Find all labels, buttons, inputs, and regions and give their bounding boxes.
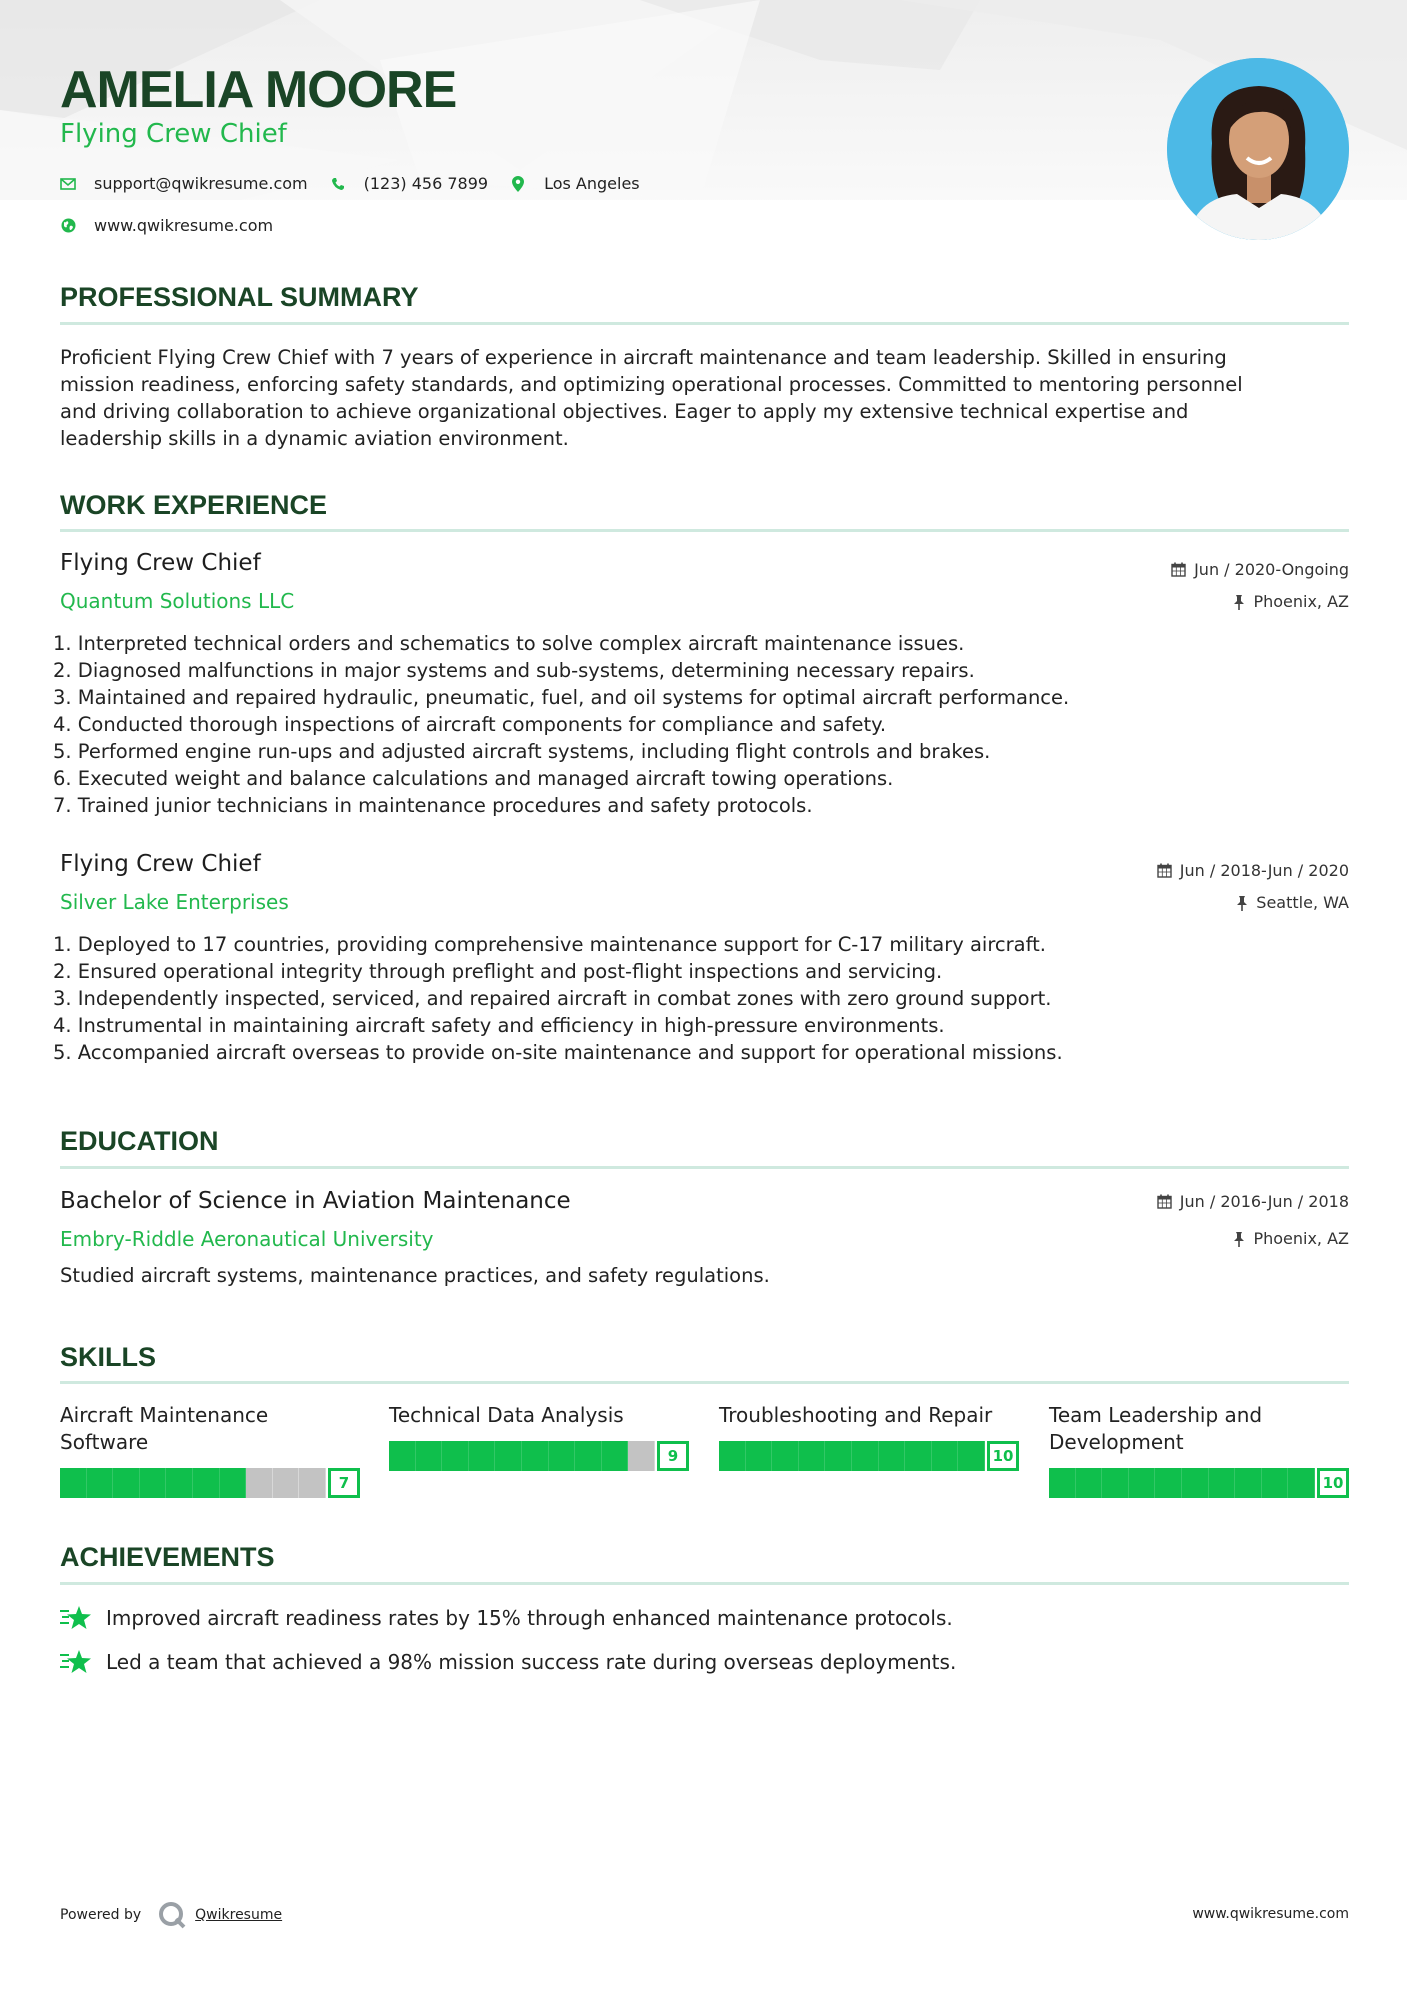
job-dates-text: Jun / 2020-Ongoing bbox=[1194, 560, 1349, 579]
skill-label bbox=[1049, 1402, 1349, 1456]
skill-meter-segment bbox=[1102, 1468, 1129, 1498]
skill-meter-segment bbox=[746, 1441, 773, 1471]
list-item: 5. Performed engine run-ups and adjusted aircraft systems, including flight controls and brakes. bbox=[53, 740, 991, 763]
skill-meter-segment bbox=[628, 1441, 655, 1471]
job-title: Flying Crew Chief bbox=[60, 851, 261, 877]
skill-meter-segment bbox=[958, 1441, 985, 1471]
skill-meter-segment bbox=[220, 1468, 247, 1498]
skill-meter-track bbox=[719, 1441, 985, 1471]
skills-heading: SKILLS bbox=[60, 1342, 157, 1372]
education-heading: EDUCATION bbox=[60, 1126, 219, 1156]
star-achievement-icon bbox=[60, 1649, 92, 1675]
skill-meter-segment bbox=[389, 1441, 416, 1471]
skill-meter-segment bbox=[1076, 1468, 1103, 1498]
qwikresume-logo-icon bbox=[157, 1900, 187, 1930]
skill-meter-segment bbox=[87, 1468, 114, 1498]
phone-icon bbox=[330, 176, 346, 192]
skill-level-badge: 10 bbox=[1317, 1468, 1349, 1498]
location-item bbox=[510, 174, 640, 193]
skill-meter-segment bbox=[522, 1441, 549, 1471]
skill-level-badge: 10 bbox=[987, 1441, 1019, 1471]
summary-text bbox=[60, 344, 1350, 452]
skill-label-line: Technical Data Analysis bbox=[389, 1403, 624, 1427]
qwikresume-link[interactable]: Qwikresume bbox=[195, 1907, 283, 1923]
achievement-text: Improved aircraft readiness rates by 15% through enhanced maintenance protocols. bbox=[106, 1606, 953, 1630]
list-item: 5. Accompanied aircraft overseas to provide on-site maintenance and support for operational missions. bbox=[53, 1041, 1063, 1064]
pushpin-icon bbox=[1233, 1231, 1245, 1247]
calendar-icon bbox=[1171, 562, 1186, 577]
list-item: 1. Interpreted technical orders and schematics to solve complex aircraft maintenance issues. bbox=[53, 632, 965, 655]
education-location bbox=[1233, 1229, 1349, 1248]
skill-label-line: Team Leadership and bbox=[1049, 1403, 1263, 1427]
location-text: Los Angeles bbox=[544, 174, 640, 193]
job-location bbox=[1233, 592, 1349, 611]
job-dates bbox=[1157, 861, 1349, 880]
skill-label-line: Troubleshooting and Repair bbox=[719, 1403, 993, 1427]
job-location bbox=[1236, 893, 1349, 912]
summary-line: Proficient Flying Crew Chief with 7 years of experience in aircraft maintenance and team leadership. Skilled in ensuring bbox=[60, 346, 1227, 369]
powered-by-label: Powered by bbox=[60, 1907, 142, 1923]
education-divider bbox=[60, 1166, 1349, 1169]
skill-meter bbox=[1049, 1468, 1349, 1498]
achievements-divider bbox=[60, 1582, 1349, 1585]
achievement-item bbox=[60, 1605, 953, 1631]
pushpin-icon bbox=[1236, 895, 1248, 911]
list-item: 2. Ensured operational integrity through preflight and post-flight inspections and servicing. bbox=[53, 960, 943, 983]
map-pin-icon bbox=[510, 176, 526, 192]
job-company: Silver Lake Enterprises bbox=[60, 890, 289, 914]
website-text[interactable]: www.qwikresume.com bbox=[94, 216, 274, 235]
skill-meter bbox=[60, 1468, 360, 1498]
education-location-text: Phoenix, AZ bbox=[1253, 1229, 1349, 1248]
skill-meter-track bbox=[389, 1441, 655, 1471]
list-item: 3. Maintained and repaired hydraulic, pneumatic, fuel, and oil systems for optimal aircraft performance. bbox=[53, 686, 1070, 709]
experience-divider bbox=[60, 529, 1349, 532]
skill-meter-track bbox=[1049, 1468, 1315, 1498]
candidate-role: Flying Crew Chief bbox=[60, 119, 287, 149]
summary-line: leadership skills in a dynamic aviation environment. bbox=[60, 427, 569, 450]
list-item: 2. Diagnosed malfunctions in major systems and sub-systems, determining necessary repairs. bbox=[53, 659, 975, 682]
skill-meter-segment bbox=[60, 1468, 87, 1498]
skill-level-badge: 9 bbox=[657, 1441, 689, 1471]
education-dates bbox=[1157, 1192, 1349, 1211]
skill-meter bbox=[719, 1441, 1019, 1471]
experience-heading: WORK EXPERIENCE bbox=[60, 490, 328, 520]
skill-meter-segment bbox=[113, 1468, 140, 1498]
skill-meter-segment bbox=[1209, 1468, 1236, 1498]
skill-meter-segment bbox=[575, 1441, 602, 1471]
skill-meter-segment bbox=[495, 1441, 522, 1471]
skill-meter-segment bbox=[469, 1441, 496, 1471]
summary-heading: PROFESSIONAL SUMMARY bbox=[60, 282, 419, 312]
list-item: 3. Independently inspected, serviced, and repaired aircraft in combat zones with zero ground support. bbox=[53, 987, 1052, 1010]
profile-photo bbox=[1167, 58, 1349, 240]
contact-row bbox=[60, 174, 662, 193]
degree-title: Bachelor of Science in Aviation Maintenance bbox=[60, 1188, 571, 1214]
skill-meter-segment bbox=[1288, 1468, 1315, 1498]
skill-label-line: Software bbox=[60, 1430, 149, 1454]
summary-line: mission readiness, enforcing safety standards, and optimizing operational processes. Committed to mentoring personnel bbox=[60, 373, 1243, 396]
achievement-item bbox=[60, 1649, 956, 1675]
skill-meter-segment bbox=[825, 1441, 852, 1471]
calendar-icon bbox=[1157, 863, 1172, 878]
list-item: 4. Conducted thorough inspections of aircraft components for compliance and safety. bbox=[53, 713, 887, 736]
email-text[interactable]: support@qwikresume.com bbox=[94, 174, 308, 193]
skill-label-line: Development bbox=[1049, 1430, 1184, 1454]
summary-line: and driving collaboration to achieve organizational objectives. Eager to apply my extensive technical expertise and bbox=[60, 400, 1189, 423]
job-bullets bbox=[53, 630, 1343, 819]
calendar-icon bbox=[1157, 1194, 1172, 1209]
skill-meter-segment bbox=[772, 1441, 799, 1471]
skill-meter-segment bbox=[166, 1468, 193, 1498]
website-item[interactable] bbox=[60, 216, 273, 235]
skill-meter-segment bbox=[799, 1441, 826, 1471]
skill-meter-segment bbox=[549, 1441, 576, 1471]
skill-meter-segment bbox=[932, 1441, 959, 1471]
skill-meter-segment bbox=[879, 1441, 906, 1471]
list-item: 4. Instrumental in maintaining aircraft safety and efficiency in high-pressure environments. bbox=[53, 1014, 945, 1037]
phone-item[interactable] bbox=[330, 174, 488, 193]
skill-meter-segment bbox=[719, 1441, 746, 1471]
skill-meter-segment bbox=[1182, 1468, 1209, 1498]
skill-item bbox=[1049, 1402, 1349, 1492]
skill-meter-segment bbox=[140, 1468, 167, 1498]
list-item: 1. Deployed to 17 countries, providing comprehensive maintenance support for C-17 military aircraft. bbox=[53, 933, 1046, 956]
skill-meter-segment bbox=[416, 1441, 443, 1471]
achievement-text: Led a team that achieved a 98% mission success rate during overseas deployments. bbox=[106, 1650, 957, 1674]
skill-meter-segment bbox=[905, 1441, 932, 1471]
envelope-icon bbox=[60, 176, 76, 192]
skill-meter-segment bbox=[299, 1468, 326, 1498]
pushpin-icon bbox=[1233, 594, 1245, 610]
skill-label-line: Aircraft Maintenance bbox=[60, 1403, 269, 1427]
job-location-text: Seattle, WA bbox=[1256, 893, 1349, 912]
skill-meter-segment bbox=[602, 1441, 629, 1471]
skill-meter-segment bbox=[193, 1468, 220, 1498]
skill-item bbox=[60, 1402, 360, 1492]
skill-label bbox=[389, 1402, 689, 1429]
skill-label bbox=[719, 1402, 1019, 1429]
skill-meter-segment bbox=[1049, 1468, 1076, 1498]
skill-meter-segment bbox=[246, 1468, 273, 1498]
skill-meter-segment bbox=[273, 1468, 300, 1498]
phone-text[interactable]: (123) 456 7899 bbox=[363, 174, 489, 193]
education-description: Studied aircraft systems, maintenance practices, and safety regulations. bbox=[60, 1264, 770, 1287]
school-name: Embry-Riddle Aeronautical University bbox=[60, 1227, 434, 1251]
skill-meter-segment bbox=[1129, 1468, 1156, 1498]
skill-level-badge: 7 bbox=[328, 1468, 360, 1498]
skill-meter-segment bbox=[1235, 1468, 1262, 1498]
achievements-heading: ACHIEVEMENTS bbox=[60, 1542, 275, 1572]
summary-divider bbox=[60, 322, 1349, 325]
website-row bbox=[60, 216, 295, 235]
skill-label bbox=[60, 1402, 360, 1456]
skill-meter-segment bbox=[1262, 1468, 1289, 1498]
skill-item bbox=[389, 1402, 689, 1465]
education-dates-text: Jun / 2016-Jun / 2018 bbox=[1179, 1192, 1349, 1211]
footer-powered-by bbox=[60, 1900, 282, 1930]
skill-meter bbox=[389, 1441, 689, 1471]
skill-meter-segment bbox=[852, 1441, 879, 1471]
footer-website[interactable]: www.qwikresume.com bbox=[1192, 1906, 1349, 1922]
skills-divider bbox=[60, 1381, 1349, 1384]
candidate-name: AMELIA MOORE bbox=[60, 61, 457, 119]
skill-meter-segment bbox=[442, 1441, 469, 1471]
skill-meter-segment bbox=[1155, 1468, 1182, 1498]
list-item: 7. Trained junior technicians in maintenance procedures and safety protocols. bbox=[53, 794, 813, 817]
job-bullets bbox=[53, 931, 1343, 1066]
globe-icon bbox=[60, 218, 76, 234]
list-item: 6. Executed weight and balance calculations and managed aircraft towing operations. bbox=[53, 767, 894, 790]
star-achievement-icon bbox=[60, 1605, 92, 1631]
skill-meter-track bbox=[60, 1468, 326, 1498]
job-title: Flying Crew Chief bbox=[60, 550, 261, 576]
job-dates-text: Jun / 2018-Jun / 2020 bbox=[1179, 861, 1349, 880]
job-location-text: Phoenix, AZ bbox=[1253, 592, 1349, 611]
email-item[interactable] bbox=[60, 174, 308, 193]
job-company: Quantum Solutions LLC bbox=[60, 589, 295, 613]
job-dates bbox=[1171, 560, 1349, 579]
skill-item bbox=[719, 1402, 1019, 1465]
